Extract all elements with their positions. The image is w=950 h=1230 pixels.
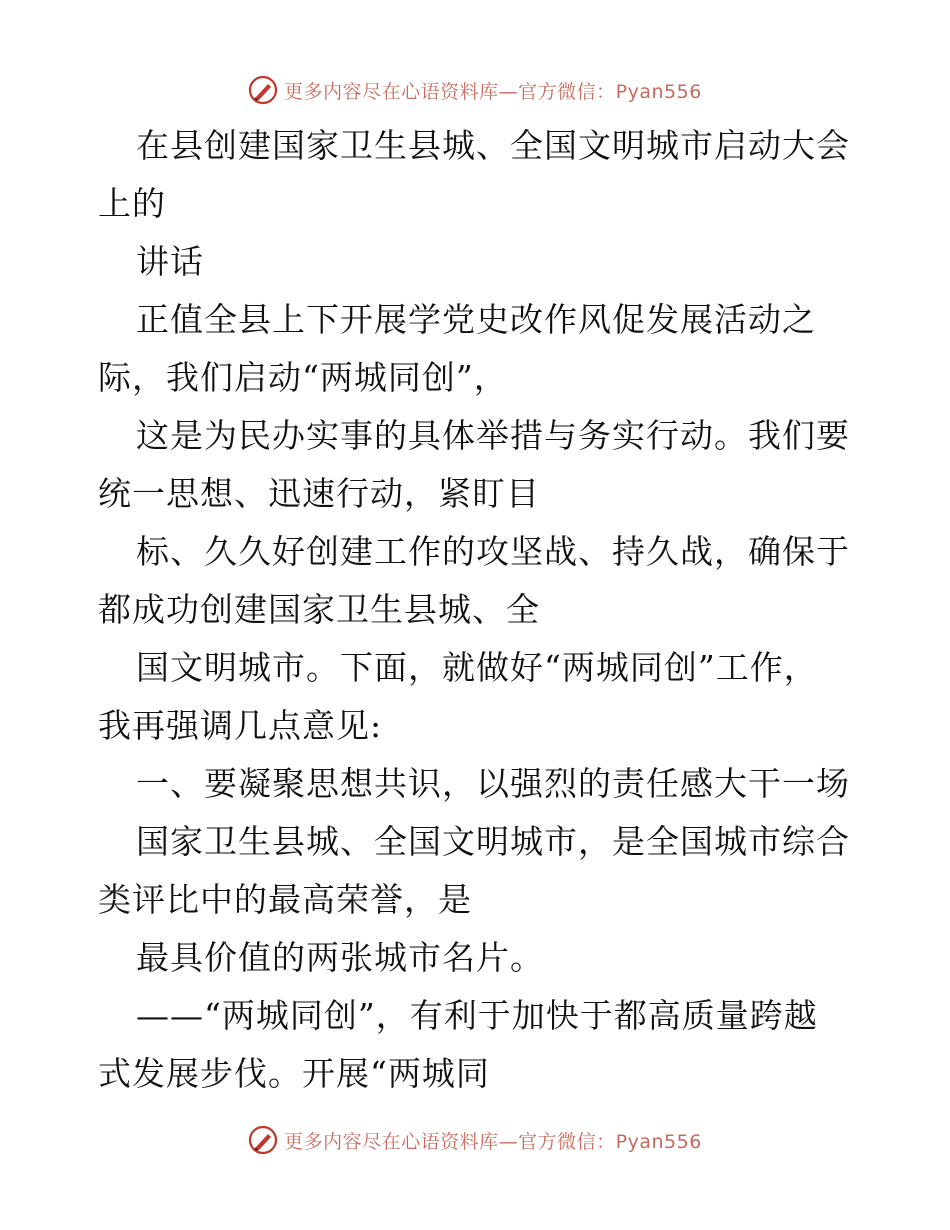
- doc-line: 一、要凝聚思想共识，以强烈的责任感大干一场: [136, 764, 850, 803]
- doc-line: 类评比中的最高荣誉，是: [98, 880, 472, 919]
- doc-line: 在县创建国家卫生县城、全国文明城市启动大会: [136, 126, 850, 165]
- doc-line: 正值全县上下开展学党史改作风促发展活动之: [136, 300, 816, 339]
- doc-line: 国家卫生县城、全国文明城市，是全国城市综合: [136, 822, 850, 861]
- doc-line: 上的: [98, 184, 166, 223]
- doc-line: 我再强调几点意见:: [98, 706, 383, 745]
- doc-line: ——“两城同创”，有利于加快于都高质量跨越: [136, 996, 818, 1035]
- doc-line: 标、久久好创建工作的攻坚战、持久战，确保于: [136, 532, 850, 571]
- doc-line: 式发展步伐。开展“两城同: [98, 1054, 490, 1093]
- watermark-text: 更多内容尽在心语资料库—官方微信：Pyan556: [284, 80, 702, 103]
- pen-logo-icon: [248, 75, 278, 105]
- doc-line: 最具价值的两张城市名片。: [136, 938, 544, 977]
- doc-line: 这是为民办实事的具体举措与务实行动。我们要: [136, 416, 850, 455]
- watermark-footer: [0, 1120, 950, 1160]
- doc-line: 际，我们启动“两城同创”，: [98, 358, 508, 397]
- doc-line: 都成功创建国家卫生县城、全: [98, 590, 540, 629]
- watermark-header: [0, 70, 950, 110]
- doc-line: 讲话: [136, 242, 204, 281]
- pen-logo-icon: [248, 1125, 278, 1155]
- watermark-text: 更多内容尽在心语资料库—官方微信：Pyan556: [284, 1130, 702, 1153]
- doc-line: 国文明城市。下面，就做好“两城同创”工作，: [136, 648, 818, 687]
- doc-line: 统一思想、迅速行动，紧盯目: [98, 474, 540, 513]
